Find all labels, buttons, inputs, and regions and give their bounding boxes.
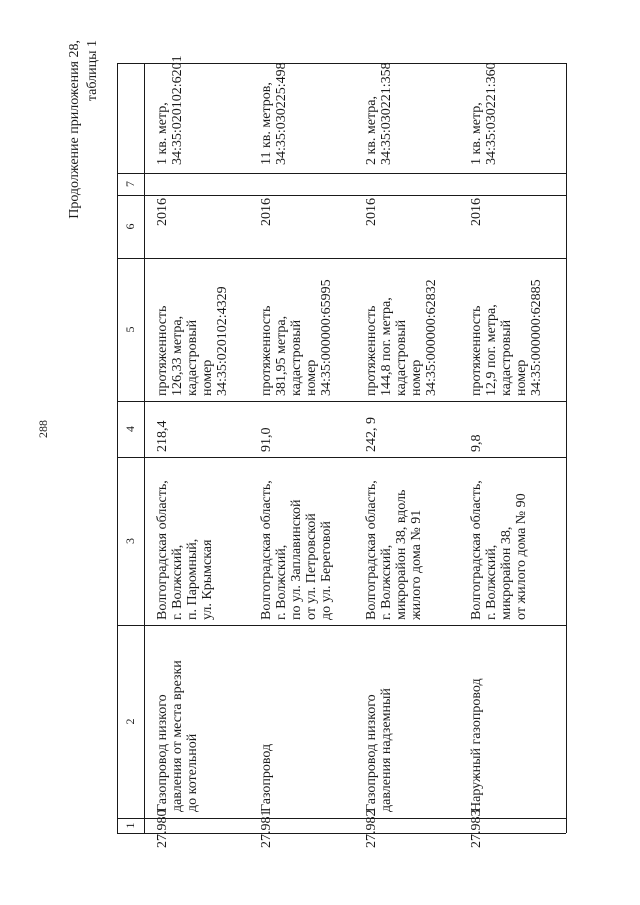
object-year: 2016 [155,198,170,226]
table-rule [117,818,566,819]
object-name: Газопровод [259,743,274,812]
header-cell: 4 [123,426,137,432]
row-number: 27.981 [259,809,274,848]
header-cell: 1 [123,822,137,829]
row-number: 27.980 [155,809,170,848]
object-description: протяженность 126,33 метра, кадастровый номер 34:35:020102:4329 [155,286,230,396]
table-rule [117,625,566,626]
object-name: Газопровод низкого давления надземный [364,688,394,812]
row-number: 27.982 [364,809,379,848]
table-rule [117,63,118,833]
object-address: Волгоградская область, г. Волжский, п. Паромный, ул. Крымская [155,480,215,620]
object-address: Волгоградская область, г. Волжский, по ул. Заплавинской от ул. Петровской до ул. Береговой [259,480,334,620]
table-rule [144,63,145,833]
object-note: 1 кв. метр, 34:35:030221:360 [469,62,499,165]
object-value: 242, 9 [364,417,379,452]
object-year: 2016 [364,198,379,226]
page-number: 288 [36,420,50,438]
table-rule [117,457,566,458]
object-value: 91,0 [259,427,274,452]
header-cell: 2 [123,718,137,725]
object-year: 2016 [259,198,274,226]
table-rule [117,258,566,259]
object-address: Волгоградская область, г. Волжский, микрорайон 38, от жилого дома № 90 [469,480,529,620]
object-note: 2 кв. метра, 34:35:030221:358 [364,62,394,165]
header-cell: 5 [123,326,137,333]
object-note: 11 кв. метров, 34:35:030225:498 [259,62,289,165]
table-rule [117,401,566,402]
table-rule [117,173,566,174]
object-value: 218,4 [155,420,170,452]
row-number: 27.983 [469,809,484,848]
header-cell: 7 [123,181,137,187]
object-address: Волгоградская область, г. Волжский, микрорайон 38, вдоль жилого дома № 91 [364,480,424,620]
object-year: 2016 [469,198,484,226]
object-description: протяженность 144,8 пог. метра, кадастровый номер 34:35:000000:62832 [364,279,439,396]
object-name: Газопровод низкого давления от места врезки до котельной [155,660,200,812]
table-caption: Продолжение приложения 28, таблицы 1 [67,40,100,219]
object-name: Наружный газопровод [469,678,484,812]
table-rule [117,833,566,834]
header-cell: 6 [123,223,137,230]
table-rule [566,63,567,833]
table-rule [117,195,566,196]
object-note: 1 кв. метр, 34:35:020102:6201 [155,55,185,165]
object-value: 9,8 [469,434,484,452]
object-description: протяженность 12,9 пог. метра, кадастровый номер 34:35:000000:62885 [469,279,544,396]
header-cell: 3 [123,538,137,544]
object-description: протяженность 381,95 метра, кадастровый номер 34:35:000000:65995 [259,279,334,396]
